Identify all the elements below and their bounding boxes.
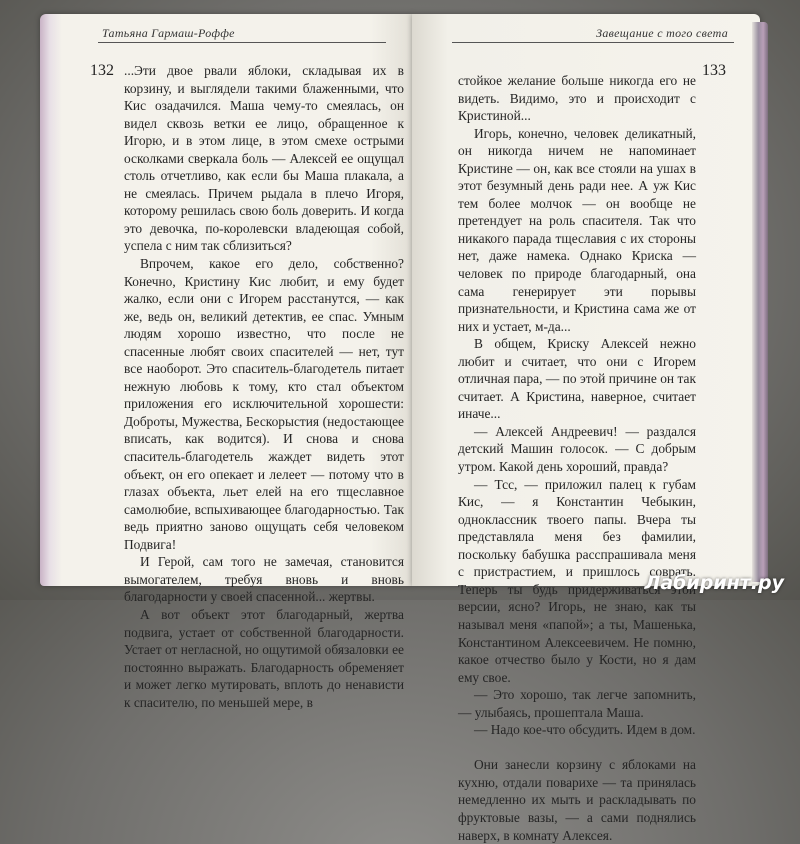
open-book — [40, 14, 760, 843]
paragraph: В общем, Криску Алексей нежно любит и считает, что они с Игорем отличная пара, — по этой причине он так считает. А Кристина, наверное, считает иначе... — [458, 336, 696, 422]
left-page-text — [124, 62, 404, 711]
paragraph: стойкое желание больше никогда его не видеть. Видимо, это и происходит с Кристиной... — [458, 73, 696, 124]
right-page-number: 133 — [702, 62, 726, 79]
left-header-rule — [98, 42, 386, 43]
right-page — [412, 14, 760, 843]
left-page — [40, 14, 412, 710]
paragraph: — Тсс, — приложил палец к губам Кис, — я Константин Чебыкин, одноклассник твоего папы. Вчера ты представляла меня без фамилии, поскольку бабушка расспрашивала меня с пристрастием, и пришлось соврать. Теперь ты будь придерживаться этой версии, ясно? Игорь, не знаю, как ты называл меня «папой»; а ты, Машенька, Константином Алексеевичем. Не помню, какое отчество было у Кости, но я дам ему свое. — [458, 476, 696, 685]
right-page-text — [458, 72, 696, 844]
paragraph: — Надо кое-что обсудить. Идем в дом. — [474, 722, 696, 738]
labirint-watermark: Лабиринт.ру — [644, 572, 784, 594]
right-header-rule — [452, 42, 734, 43]
paragraph: И Герой, сам того не замечая, становится вымогателем, требуя вновь и вновь благодарности у своей спасенной... жертвы. — [124, 554, 404, 605]
paragraph: — Алексей Андреевич! — раздался детский Машин голосок. — С добрым утром. Какой день хороший, правда? — [458, 423, 696, 475]
paragraph: ...Эти двое рвали яблоки, складывая их в корзину, и выглядели такими блаженными, что Кис озадачился. Маша чему-то смеялась, он видел сквозь ветки ее лицо, обращенное к Игорю, и в этом лице, в этом смехе острыми осколками сверкала боль — Алексей ее ощущал столь отчетливо, как если бы Маша плакала, а не смеялась. Причем рыдала в плечо Игоря, которому решилась свою боль доверить. И когда это девочка, по-королевски владеющая собой, успела с ним так сблизиться? — [124, 63, 404, 254]
page-edges — [752, 22, 768, 582]
paragraph-gap — [458, 739, 696, 757]
paragraph: А вот объект этот благодарный, жертва подвига, устает от собственной благодарности. Устает от негласной, но ощутимой обязаловки ее постоянно выражать. Благодарность обременяет и может легко мутировать, вплоть до ненависти к спасителю, по меньшей мере, в — [124, 606, 404, 710]
right-running-head: Завещание с того света — [596, 26, 728, 40]
paragraph: Они занесли корзину с яблоками на кухню, отдали поварихе — та принялась немедленно их мыть и раскладывать по фруктовые вазы, — а сами поднялись наверх, в комнату Алексея. — [458, 757, 696, 843]
left-page-number: 132 — [90, 62, 114, 79]
left-running-head: Татьяна Гармаш-Роффе — [102, 26, 235, 40]
paragraph: Игорь, конечно, человек деликатный, он никогда ничем не напоминает Кристине — он, как все стояли на ушах в этот безумный день ради нее. А уж Кис тем более молчок — он вообще не претендует на роль спасителя. Так что никакого парада тщеславия с их стороны нет, даже намека. Однако Криска — человек по природе благодарный, она сама генерирует эти порывы признательности, и Кристина сама же от них и устает, м-да... — [458, 125, 696, 334]
paragraph: Впрочем, какое его дело, собственно? Конечно, Кристину Кис любит, и ему будет жалко, если они с Игорем расстанутся, — как же, ведь он, великий детектив, ее спас. Умным людям хорошо известно, что после не спасенные любят своих спасителей — нет, тут все наоборот. Это спаситель-благодетель питает нежную любовь к тому, кто стал объектом приложения его исключительной хорошести: Доброты, Мужества, Бескорыстия (недостающее вписать, как водится). И снова и снова спаситель-благодетель жаждет видеть этот объект, он его опекает и лелеет — потому что в глазах объекта, льет елей на его тщеславное самолюбие, вспыхивающее благодарностью. Так ведь приятно заново ощущать себя человеком Подвига! — [124, 256, 404, 552]
paragraph: — Это хорошо, так легче запомнить, — улыбаясь, прошептала Маша. — [458, 687, 696, 720]
